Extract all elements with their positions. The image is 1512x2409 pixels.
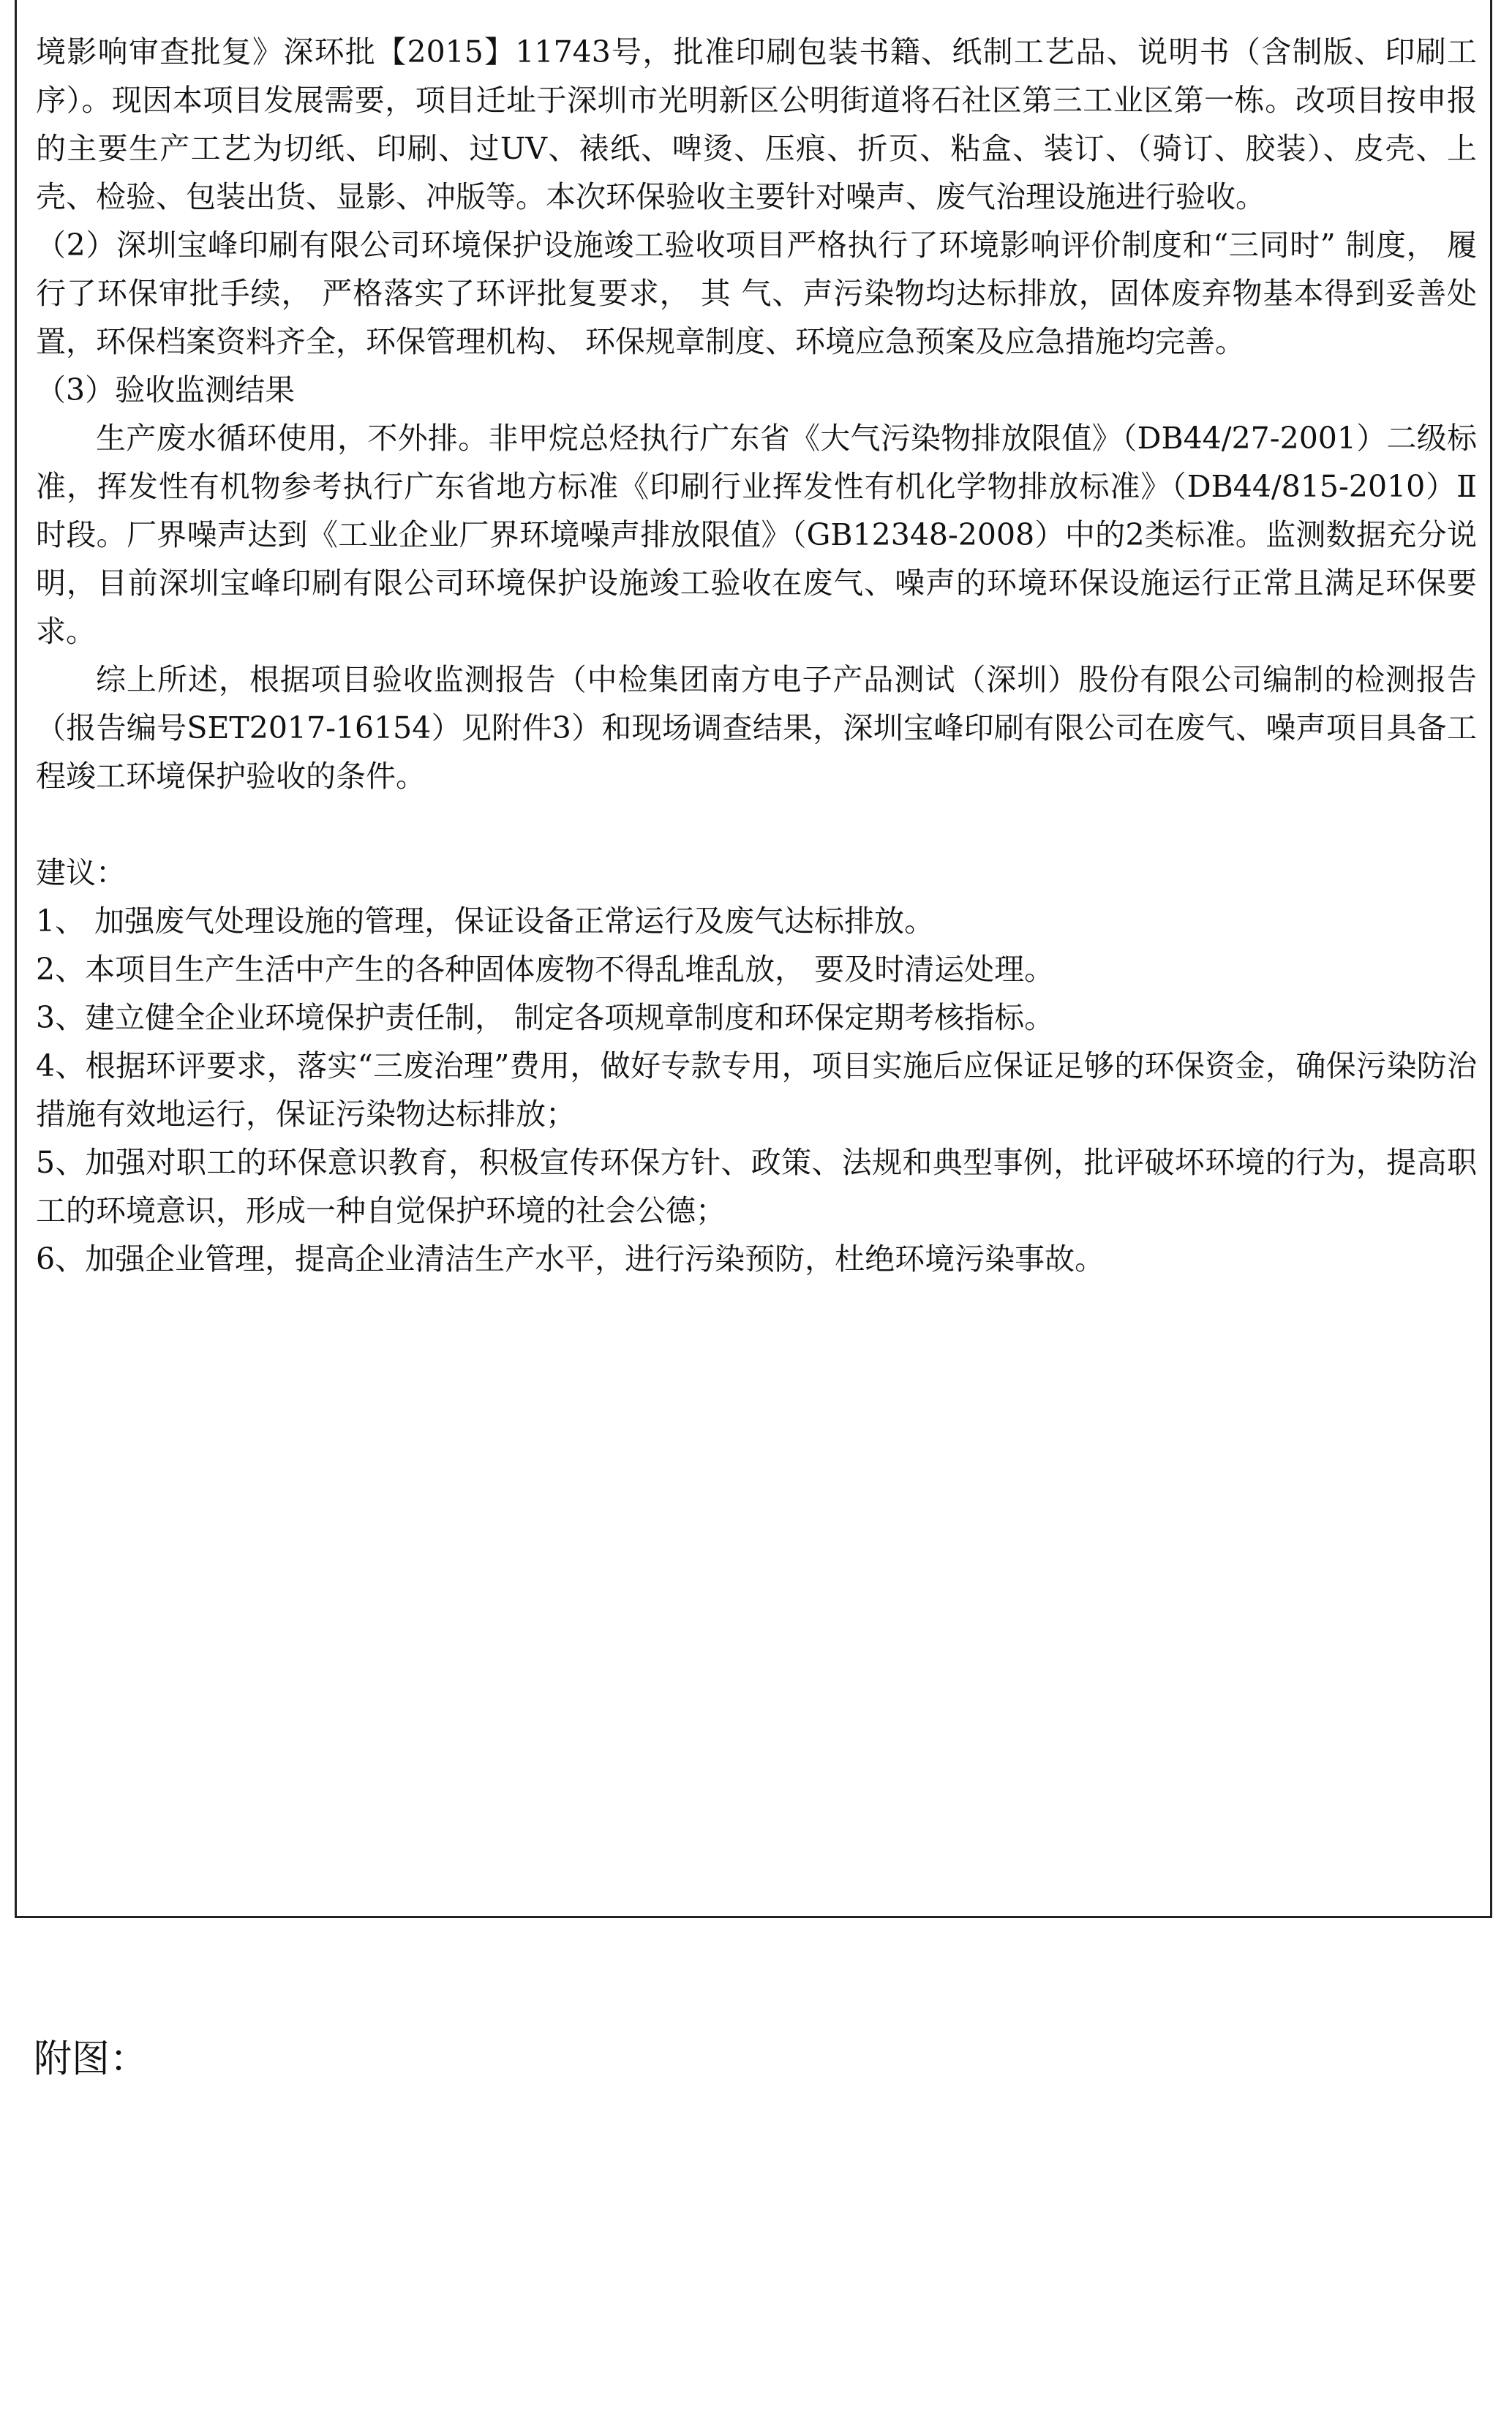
suggestion-item: 2、本项目生产生活中产生的各种固体废物不得乱堆乱放， 要及时清运处理。 bbox=[36, 952, 1055, 987]
suggestion-item: 3、建立健全企业环境保护责任制， 制定各项规章制度和环保定期考核指标。 bbox=[36, 1000, 1055, 1035]
conclusion-point-2: （2）深圳宝峰印刷有限公司环境保护设施竣工验收项目严格执行了环境影响评价制度和“三同时” 制度， 履行了环保审批手续， 严格落实了环评批复要求， 其 气、声污染物均达标排放，固体废弃物基本得到妥善处置，环保档案资料齐全，环保管理机构、 环保规章制度、环境应急预案及应急措施均完善。 bbox=[36, 228, 1477, 359]
report-table-cell bbox=[15, 0, 1492, 1918]
suggestions-title: 建议： bbox=[36, 855, 126, 890]
spacer bbox=[36, 800, 1477, 849]
figure-label: 附图： bbox=[34, 2037, 148, 2081]
report-content bbox=[36, 28, 1477, 1283]
conclusion-point-3-heading: （3）验收监测结果 bbox=[36, 372, 296, 407]
monitoring-results-paragraph: 生产废水循环使用，不外排。非甲烷总烃执行广东省《大气污染物排放限值》（DB44/27-2001）二级标准，挥发性有机物参考执行广东省地方标准《印刷行业挥发性有机化学物排放标准》（DB44/815-2010）Ⅱ时段。厂界噪声达到《工业企业厂界环境噪声排放限值》（GB12348-2008）中的2类标准。监测数据充分说明，目前深圳宝峰印刷有限公司环境保护设施竣工验收在废气、噪声的环境环保设施运行正常且满足环保要求。 bbox=[36, 421, 1477, 649]
summary-paragraph: 综上所述，根据项目验收监测报告（中检集团南方电子产品测试（深圳）股份有限公司编制的检测报告（报告编号SET2017-16154）见附件3）和现场调查结果，深圳宝峰印刷有限公司在废气、噪声项目具备工程竣工环境保护验收的条件。 bbox=[36, 662, 1477, 794]
suggestion-item: 6、加强企业管理，提高企业清洁生产水平，进行污染预防，杜绝环境污染事故。 bbox=[36, 1241, 1105, 1277]
suggestion-item: 4、根据环评要求，落实“三废治理”费用，做好专款专用，项目实施后应保证足够的环保资金，确保污染防治措施有效地运行，保证污染物达标排放； bbox=[36, 1048, 1477, 1132]
intro-paragraph: 境影响审查批复》深环批【2015】11743号，批准印刷包装书籍、纸制工艺品、说明书（含制版、印刷工序）。现因本项目发展需要，项目迁址于深圳市光明新区公明街道将石社区第三工业区第一栋。改项目按申报的主要生产工艺为切纸、印刷、过UV、裱纸、啤烫、压痕、折页、粘盒、装订、（骑订、胶装）、皮壳、上壳、检验、包装出货、显影、冲版等。本次环保验收主要针对噪声、废气治理设施进行验收。 bbox=[36, 34, 1477, 214]
suggestion-item: 5、加强对职工的环保意识教育，积极宣传环保方针、政策、法规和典型事例，批评破坏环境的行为，提高职工的环境意识，形成一种自觉保护环境的社会公德； bbox=[36, 1145, 1477, 1228]
suggestion-item: 1、 加强废气处理设施的管理，保证设备正常运行及废气达标排放。 bbox=[36, 903, 935, 939]
